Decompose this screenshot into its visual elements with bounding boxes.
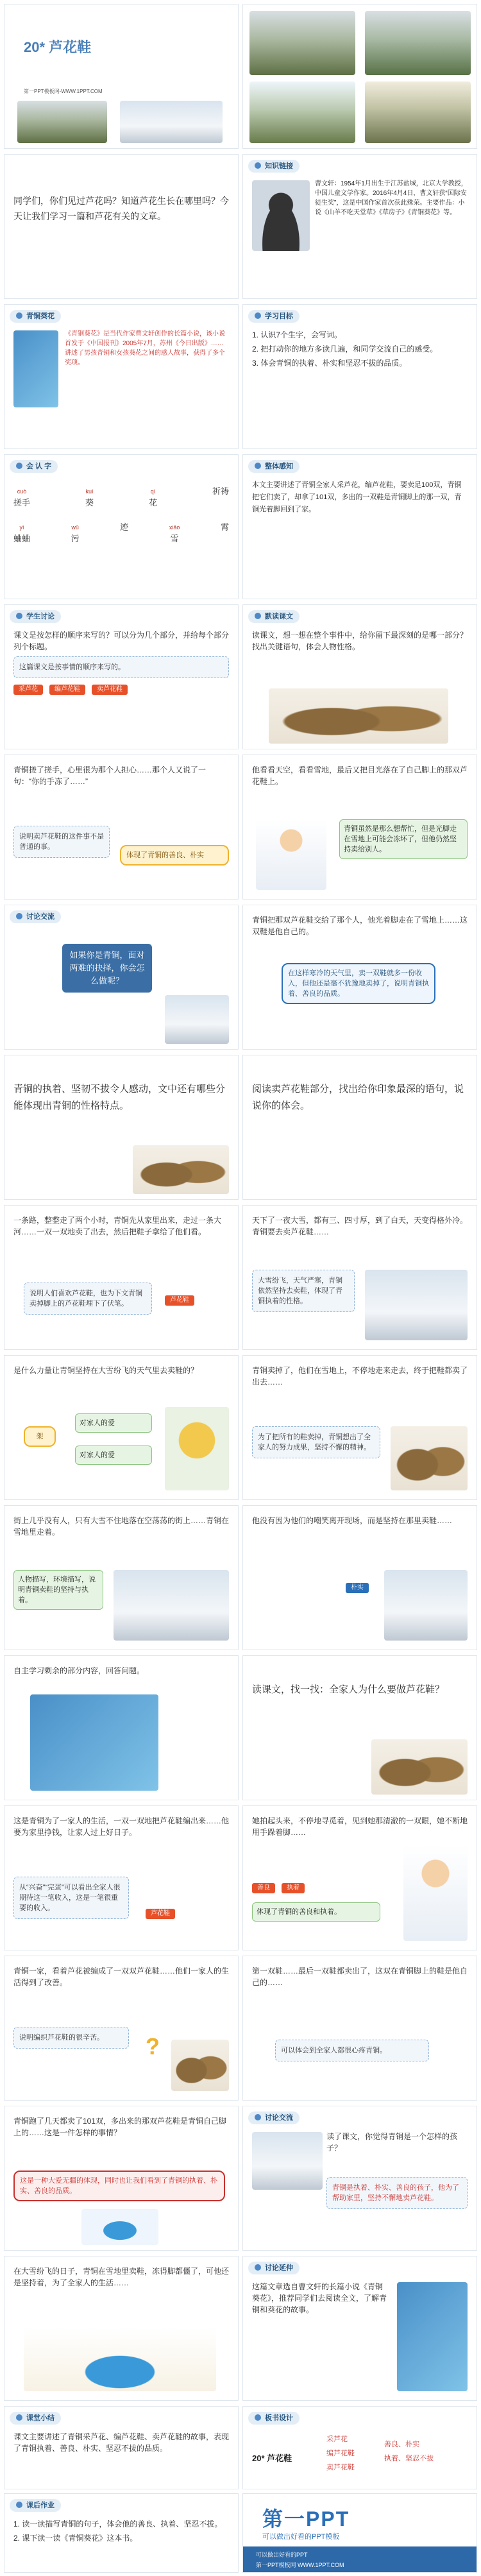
part-tag: 编芦花鞋 [49,685,85,695]
section-header: 板书设计 [248,2412,300,2425]
slide-intro-question[interactable] [4,154,239,299]
reed-shoes-photo [133,1145,229,1194]
hanzi: 蛐蛐 [13,534,31,543]
goal-item: 1. 认识7个生字，会写词。 [252,330,342,339]
pinyin: xiǎo [169,524,180,531]
note-card: 说明编织芦花鞋的很辛苦。 [13,2027,129,2049]
slide-passage-10[interactable] [242,1805,477,1950]
bullet-icon [16,2502,22,2508]
slide-photos[interactable] [242,4,477,149]
bullet-icon [16,613,22,619]
homework-list [13,2518,229,2566]
traits-text: 青铜的执着、坚韧不拔令人感动，文中还有哪些分能体现出青铜的性格特点。 [13,1084,226,1111]
note-card: 说明人们喜欢芦花鞋，也为下文青铜卖掉脚上的芦花鞋埋下了伏笔。 [24,1283,152,1315]
insight-bubble: 这是一种大爱无疆的体现，同时也让我们看到了青铜的执着、朴实、善良的品质。 [13,2171,225,2201]
hanzi: 迹 [120,522,129,532]
slide-passage-2[interactable] [242,755,477,900]
slide-passage-5[interactable] [242,1205,477,1350]
slide-homework[interactable] [4,2493,239,2573]
section-header: 课后作业 [10,2499,61,2512]
snow-photo [165,995,229,1044]
pinyin: cuò [17,488,27,495]
snow-photo [252,2132,323,2190]
author-photo [252,180,310,251]
passage-text: 在大雪纷飞的日子，青铜在雪地里卖鞋，冻得脚都僵了，可他还是坚持着，为了全家人的生活…… [13,2267,230,2287]
band-text: 第一PPT模板网 WWW.1PPT.COM [256,2562,344,2568]
slide-passage-13[interactable] [4,2106,239,2251]
reading-child-illustration [81,2209,158,2245]
section-header: 会 认 字 [10,460,58,473]
note-card: 大雪纷飞，天气严寒，青铜依然坚持去卖鞋，体现了青铜执着的性格。 [252,1270,355,1312]
brand-band [243,2546,477,2572]
brand-subtitle: 可以做出好看的PPT模板 [262,2533,340,2541]
hanzi: 污 [71,534,80,543]
intro-text: 同学们，你们见过芦花吗？知道芦花生长在哪里吗？今天让我们学习一篇和芦花有关的文章。 [13,196,229,221]
board-item: 编芦花鞋 [326,2450,355,2457]
slide-passage-4[interactable] [4,1205,239,1350]
note-card: 体现了青铜的善良和执着。 [252,1902,380,1922]
hanzi: 雪 [170,534,179,543]
pinyin: yì [19,524,24,531]
bullet-icon [255,2264,261,2271]
keyword-tag: 芦花鞋 [146,1909,175,1919]
self-study-text: 自主学习剩余的部分内容，回答问题。 [13,1666,145,1675]
extension-text: 这篇文章选自曹文轩的长篇小说《青铜葵花》，推荐同学们去阅读全文，了解青铜和葵花的故事。 [252,2282,387,2314]
part-tag: 卖芦花鞋 [92,685,128,695]
book-cover [397,2282,468,2391]
book-cover [13,330,58,407]
sunflower-photo [165,1407,229,1490]
question-mark-icon: ? [146,2033,160,2060]
character-grid [13,479,229,592]
slide-passage-11[interactable] [4,1956,239,2101]
slide-self-study[interactable] [4,1655,239,1800]
passage-text: 一条路，整整走了两个小时，青铜先从家里出来，走过一条大河……一双一双地卖了出去，然后把鞋子拿给了他们看。 [13,1216,222,1236]
slide-extension[interactable] [242,2256,477,2401]
bullet-icon [255,2114,261,2120]
board-item: 卖芦花鞋 [326,2464,355,2471]
bullet-icon [255,2414,261,2421]
reed-photo [249,11,355,75]
section-header: 讨论延伸 [248,2262,300,2274]
keyword-tag: 朴实 [346,1583,369,1593]
slide-characters[interactable] [4,454,239,599]
slide-reading[interactable] [242,604,477,749]
board-trait: 执着、坚忍不拔 [384,2455,434,2462]
passage-text: 青铜把那双芦花鞋交给了那个人，他光着脚走在了雪地上……这双鞋是他自己的。 [252,916,468,936]
reed-photo [249,81,355,143]
book-text: 《青铜葵花》是当代作家曹文轩创作的长篇小说，该小说首发于《中国报刊》2005年7月，苏州《今日出版》……讲述了男孩青铜和女孩葵花之间的感人故事，获得了多个奖项。 [65,330,225,366]
slide-summary-passage[interactable] [4,2256,239,2401]
slide-overview[interactable] [242,454,477,599]
slide-discussion[interactable] [4,604,239,749]
passage-text: 青铜跑了几天都卖了101双，多出来的那双芦花鞋是青铜自己脚上的……这是一件怎样的事情？ [13,2117,227,2137]
slide-board[interactable] [242,2406,477,2489]
bullet-icon [255,613,261,619]
slide-passage-3[interactable] [242,905,477,1050]
board-item: 采芦花 [326,2435,348,2443]
slide-book[interactable] [4,304,239,449]
note-card: 为了把所有的鞋卖掉，青铜想出了全家人的努力成果，坚持不懈的精神。 [252,1426,380,1458]
passage-text: 她拍起头来，不停地寻觅着，见到她那清澈的一双眼，她不断地用手跺着脚…… [252,1816,468,1837]
pinyin: wǔ [71,524,79,531]
bullet-icon [16,312,22,319]
note-card: 从“兴奋”“完蛋”可以看出全家人很期待这一笔收入，这是一笔很重要的收入。 [13,1877,129,1919]
note-card: 人物描写，环境描写，说明青铜卖鞋的坚持与执着。 [13,1570,103,1610]
reason-card: 对家人的爱 [75,1413,152,1433]
reed-photo [365,11,471,75]
discussion-note: 这篇课文是按事情的顺序来写的。 [13,656,229,678]
pinyin: kuí [85,488,94,495]
slide-passage-6[interactable] [242,1355,477,1500]
bullet-icon [255,312,261,319]
slide-footer-text: 第一PPT模板网-WWW.1PPT.COM [24,89,103,94]
reed-shoes-photo [171,2040,229,2091]
summary-text: 课文主要讲述了青铜采芦花、编芦花鞋、卖芦花鞋的故事，表现了青铜执着、善良、朴实、坚忍不拔的品质。 [13,2432,230,2453]
reed-photo [365,81,471,143]
slide-goals[interactable] [242,304,477,449]
homework-item: 2. 课下读一读《青铜葵花》这本书。 [13,2534,138,2543]
note-card: 可以体会到全家人都很心疼青铜。 [275,2040,429,2061]
bullet-icon [16,2414,22,2421]
note-card: 说明卖芦花鞋的这件事不是普通的事。 [13,826,110,858]
slide-knowledge[interactable] [242,154,477,299]
hanzi: 搓手 [13,498,31,508]
overview-text: 本文主要讲述了青铜全家人采芦花，编芦花鞋，要卖足100双，青铜把它们卖了，却拿了101双，多出的一双鞋是青铜脚上的那一双，青铜光着脚回到了家。 [252,481,462,513]
snow-photo [114,1570,229,1641]
bullet-icon [16,913,22,919]
reed-shoes-photo [269,688,448,744]
section-header: 知识链接 [248,160,300,173]
motivation-question: 是什么力量让青铜坚持在大雪纷飞的天气里去卖鞋的？ [13,1366,199,1375]
part-tag: 采芦花 [13,685,43,695]
discussion-question: 课文是按怎样的顺序来写的？可以分为几个部分，并给每个部分列个标题。 [13,631,230,651]
section-header: 整体感知 [248,460,300,473]
discussion-body [13,629,229,742]
snow-photo [384,1570,468,1641]
slide-passage-9[interactable] [4,1805,239,1950]
passage-text: 青铜一家，看着芦花被编成了一双双芦花鞋……他们一家人的生活得到了改善。 [13,1966,230,1987]
author-text: 曹文轩：1954年1月出生于江苏盐城，北京大学教授，中国儿童文学作家。2016年4月4日，曹文轩获“国际安徒生奖”，这是中国作家首次获此殊荣。主要作品：小说《山羊不吃天堂草》《草房子》《青铜葵花》等。 [315,180,468,216]
section-header: 默读课文 [248,610,300,623]
section-header: 学习目标 [248,310,300,323]
hanzi: 葵 [85,498,94,508]
snow-photo [365,1270,468,1340]
book-illustration [30,1694,158,1791]
slide-discussion-2[interactable] [242,2106,477,2251]
insight-bubble: 在这样寒冷的天气里，卖一双鞋就多一份收入，但他还是毫不犹豫地卖掉了，说明青铜执着、善良的品质。 [282,963,435,1004]
bullet-icon [255,162,261,169]
passage-text: 他没有因为他们的嘲笑离开现场，而是坚持在那里卖鞋…… [252,1516,453,1525]
passage-text: 第一双鞋……最后一双鞋都卖出了，这双在青铜脚上的鞋是他自己的…… [252,1966,468,1987]
discussion-question: 读了课文，你觉得青铜是一个怎样的孩子？ [326,2132,458,2153]
slide-passage-7[interactable] [4,1505,239,1650]
passage-text: 街上几乎没有人，只有大雪不住地落在空荡荡的街上……青铜在雪地里走着。 [13,1516,230,1537]
reading-text: 读课文，想一想在整个事件中，给你留下最深刻的是哪一部分？找出关键语句，体会人物性格。 [252,631,468,651]
bullet-icon [255,463,261,469]
homework-item: 1. 读一读描写青铜的句子，体会他的善良、执着、坚忍不拔。 [13,2520,223,2529]
passage-text: 青铜搓了搓手，心里很为那个人担心……那个人又说了一句：“你的手冻了……” [13,765,207,786]
slide-character-traits[interactable] [4,1055,239,1200]
center-bubble: 架 [24,1426,56,1447]
reed-shoes-photo [371,1739,468,1795]
section-header: 青铜葵花 [10,310,61,323]
task-text: 阅读卖芦花鞋部分，找出给你印象最深的语句，说说你的体会。 [252,1084,464,1111]
slide-passage-1[interactable] [4,755,239,900]
board-trait: 善良、朴实 [384,2441,419,2448]
pinyin: qí [150,488,156,495]
board-title: 20* 芦花鞋 [252,2453,292,2463]
goal-item: 3. 体会青铜的执着、朴实和坚忍不拔的品质。 [252,359,407,368]
dilemma-question: 如果你是青铜，面对两难的抉择，你会怎么做呢？ [62,944,152,993]
hanzi: 霄 [220,522,229,532]
passage-text: 这是青铜为了一家人的生活，一双一双地把芦花鞋编出来……他要为家里挣钱，让家人过上好日子。 [13,1816,230,1837]
trait-tag: 执着 [282,1883,305,1893]
slide-brand[interactable] [242,2493,477,2573]
bullet-icon [16,463,22,469]
brand-logo: 第一PPT [262,2507,350,2530]
goal-list [252,329,468,442]
section-header: 课堂小结 [10,2412,61,2425]
slide-reading-task[interactable] [242,1055,477,1200]
slide-title-text: 20* 芦花鞋 [24,39,92,55]
slide-dilemma[interactable] [4,905,239,1050]
slide-passage-12[interactable] [242,1956,477,2101]
note-card: 青铜虽然是那么想帮忙，但是光脚走在雪地上可能会冻坏了，但他仍然坚持卖给别人。 [339,819,468,859]
passage-text: 他看看天空，看看雪地，最后又把目光落在了自己脚上的那双芦花鞋上。 [252,765,468,786]
hanzi: 花 [148,498,157,508]
keyword-tag: 芦花鞋 [165,1295,194,1306]
child-illustration [256,819,326,890]
band-text: 可以做出好看的PPT [256,2552,308,2558]
section-header: 学生讨论 [10,610,61,623]
section-header: 讨论交流 [248,2111,300,2124]
section-header: 讨论交流 [10,910,61,923]
answer-card: 青铜是执着、朴实、善良的孩子，他为了帮助家里，坚持不懈地卖芦花鞋。 [326,2177,468,2209]
reason-card: 对家人的爱 [75,1446,152,1465]
insight-bubble: 体现了青铜的善良、朴实 [120,845,229,866]
child-illustration [403,1845,468,1941]
reading-child-illustration [24,2327,216,2391]
passage-text: 天下了一夜大雪，都有三、四寸厚，到了白天，天变得格外冷。青铜要去卖芦花鞋…… [252,1216,468,1236]
slide-find[interactable] [242,1655,477,1800]
slide-title[interactable] [4,4,239,149]
slide-motivation[interactable] [4,1355,239,1500]
hanzi: 祈祷 [212,486,229,496]
find-text: 读课文，找一找：全家人为什么要做芦花鞋？ [252,1684,445,1695]
goal-item: 2. 把打动你的地方多读几遍，和同学交流自己的感受。 [252,345,438,354]
slide-passage-8[interactable] [242,1505,477,1650]
trait-tag: 善良 [252,1883,275,1893]
reed-photo [17,101,107,143]
passage-text: 青铜卖掉了，他们在雪地上，不停地走来走去，终于把鞋都卖了出去…… [252,1366,468,1386]
reed-shoes-photo [391,1426,468,1490]
reed-landscape-photo [120,101,223,143]
slide-summary[interactable] [4,2406,239,2489]
